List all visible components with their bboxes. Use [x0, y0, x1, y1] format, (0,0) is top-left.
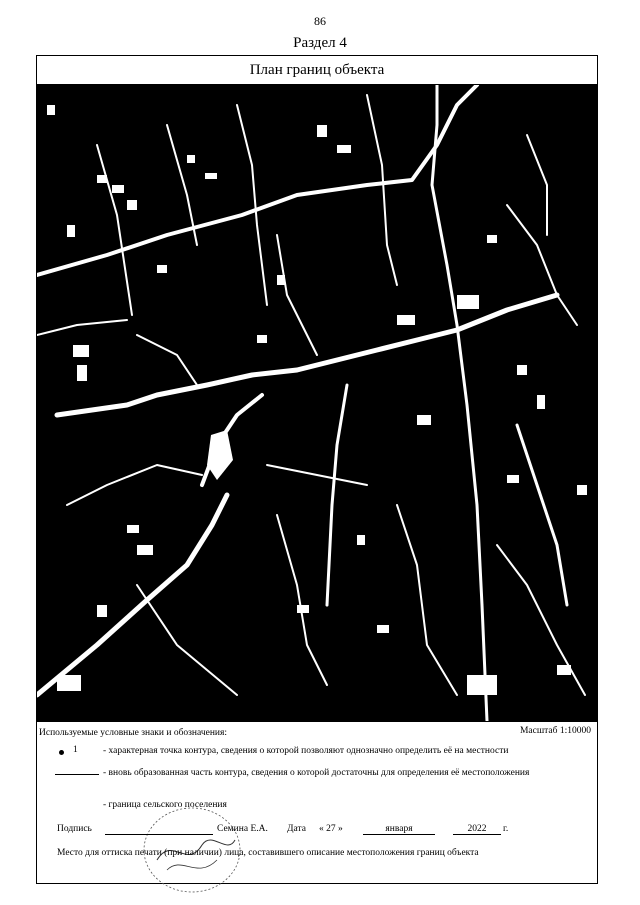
legend-block — [37, 721, 597, 884]
stamp-note: Место для оттиска печати (при наличии) лица, составившего описание местоположения границ объекта — [57, 848, 479, 858]
legend-heading: Используемые условные знаки и обозначения: — [39, 728, 228, 738]
legend-item-text: - граница сельского поселения — [103, 800, 227, 810]
legend-item-text: - характерная точка контура, сведения о которой позволяют однозначно определить её на местности — [103, 746, 509, 756]
date-label: Дата — [287, 824, 306, 834]
signer-name: Семина Е.А. — [217, 824, 268, 834]
point-number: 1 — [73, 745, 78, 755]
date-day: « 27 » — [319, 824, 343, 834]
year-suffix: г. — [503, 824, 509, 834]
legend-item-text: - вновь образованная часть контура, сведения о которой достаточны для определения её местоположения — [103, 768, 530, 778]
solid-line-icon — [55, 768, 107, 780]
map-roads — [37, 85, 597, 721]
signature-line — [105, 824, 213, 835]
point-dot-icon — [55, 746, 107, 758]
section-title: Раздел 4 — [293, 35, 347, 51]
map-scale: Масштаб 1:10000 — [519, 726, 591, 736]
document-frame — [36, 55, 598, 884]
satellite-map[interactable] — [37, 85, 597, 721]
boundary-line-icon — [55, 800, 107, 812]
page-number: 86 — [314, 14, 326, 28]
date-month: января — [363, 824, 435, 835]
date-year: 2022 — [453, 824, 501, 835]
plan-title: План границ объекта — [37, 56, 597, 85]
signature-label: Подпись — [57, 824, 92, 834]
signature-row — [57, 824, 597, 840]
